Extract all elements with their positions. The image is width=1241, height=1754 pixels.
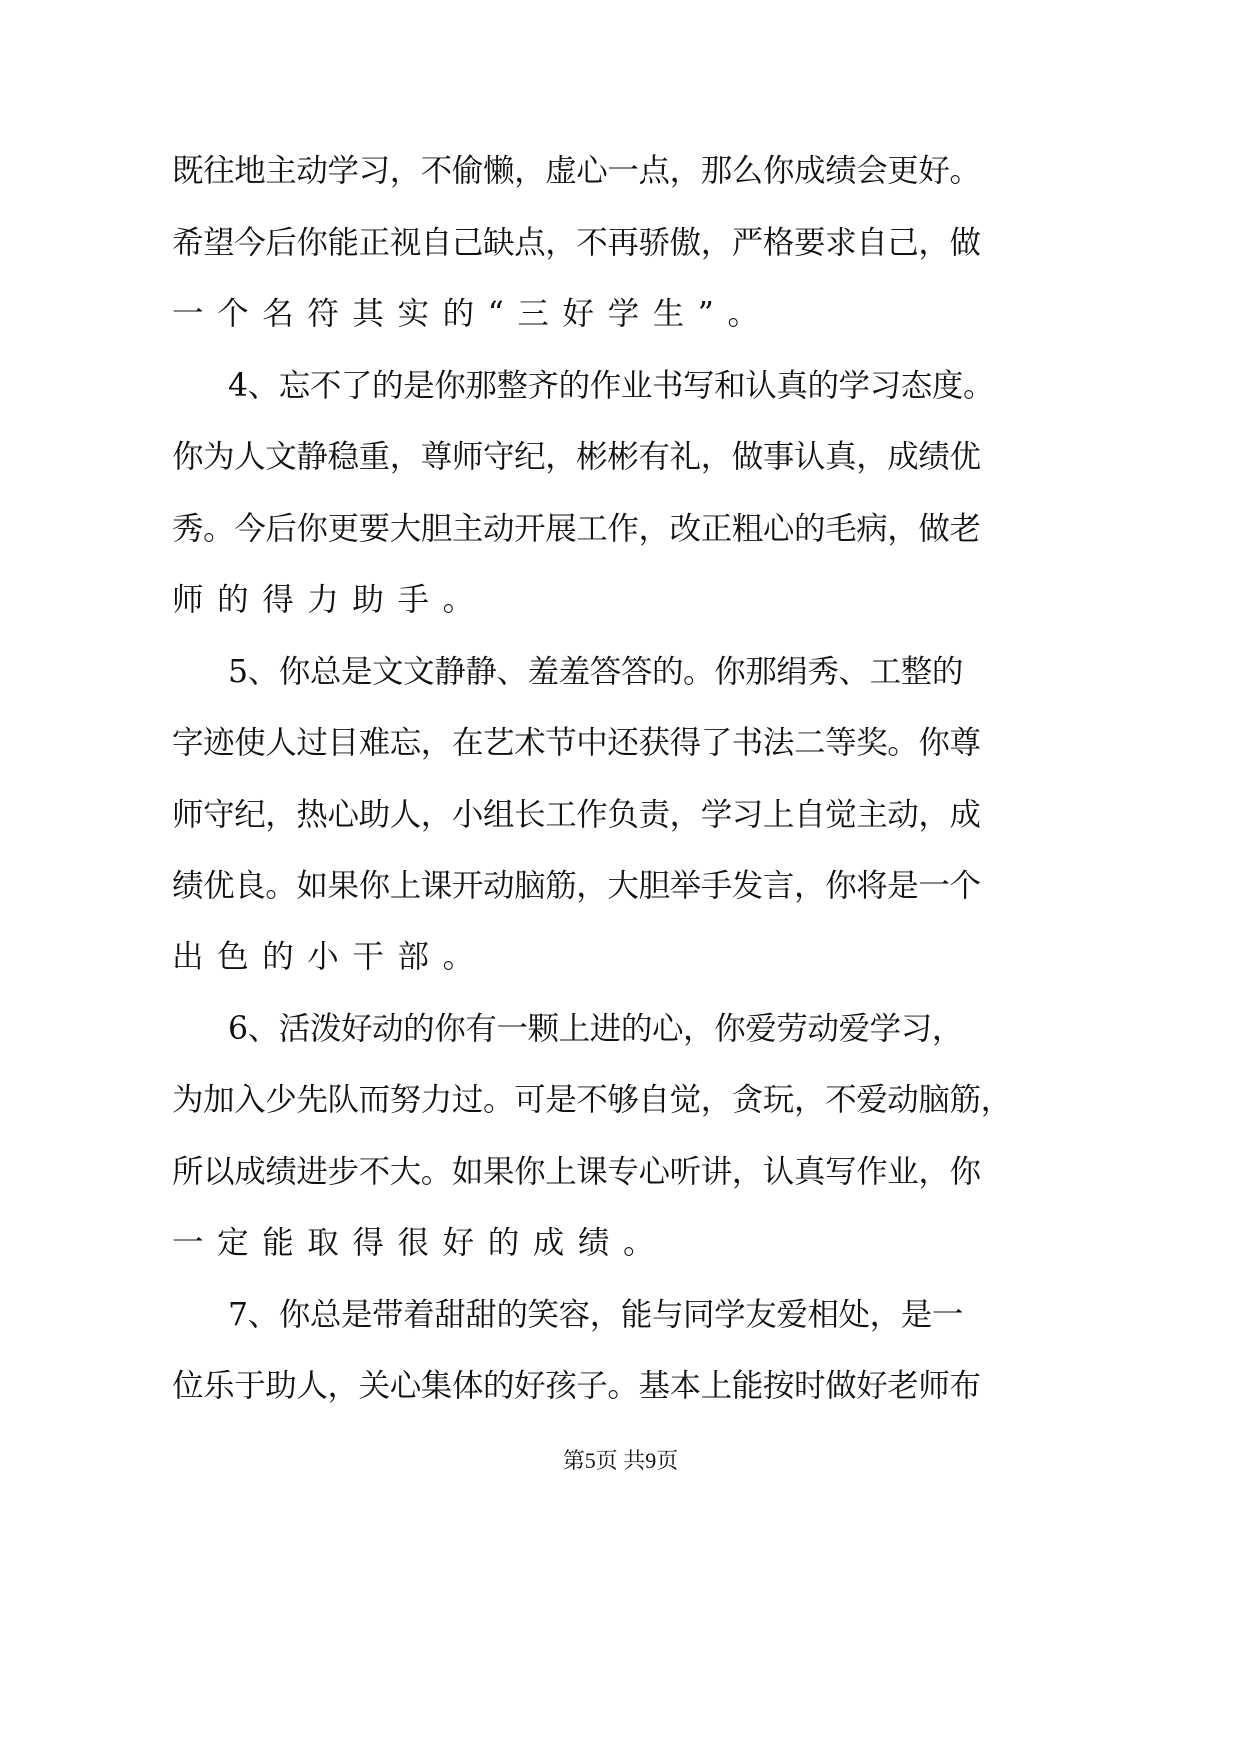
body-line: 一个名符其实的“三好学生”。 xyxy=(172,296,773,332)
body-line: 所以成绩进步不大。如果你上课专心听讲，认真写作业，你 xyxy=(172,1154,981,1190)
body-line: 师守纪，热心助人，小组长工作负责，学习上自觉主动，成 xyxy=(172,797,981,833)
body-line: 一定能取得很好的成绩。 xyxy=(172,1225,669,1261)
body-line: 字迹使人过目难忘，在艺术节中还获得了书法二等奖。你尊 xyxy=(172,725,981,761)
body-line: 位乐于助人，关心集体的好孩子。基本上能按时做好老师布 xyxy=(172,1368,981,1404)
body-line: 希望今后你能正视自己缺点，不再骄傲，严格要求自己，做 xyxy=(172,225,981,261)
body-line: 出色的小干部。 xyxy=(172,939,488,975)
page-number-footer: 第5页 共9页 xyxy=(562,1448,679,1473)
body-line: 4、忘不了的是你那整齐的作业书写和认真的学习态度。 xyxy=(228,368,995,404)
body-line: 师的得力助手。 xyxy=(172,582,488,618)
body-line: 绩优良。如果你上课开动脑筋，大胆举手发言，你将是一个 xyxy=(172,868,981,904)
body-line: 秀。今后你更要大胆主动开展工作，改正粗心的毛病，做老 xyxy=(172,511,981,547)
body-line: 既往地主动学习，不偷懒，虚心一点，那么你成绩会更好。 xyxy=(172,153,981,189)
body-line: 7、你总是带着甜甜的笑容，能与同学友爱相处，是一 xyxy=(228,1297,963,1333)
body-line: 5、你总是文文静静、羞羞答答的。你那绢秀、工整的 xyxy=(228,654,963,690)
body-line: 你为人文静稳重，尊师守纪，彬彬有礼，做事认真，成绩优 xyxy=(172,439,981,475)
body-line: 6、活泼好动的你有一颗上进的心，你爱劳动爱学习， xyxy=(228,1011,963,1047)
body-line: 为加入少先队而努力过。可是不够自觉，贪玩，不爱动脑筋， xyxy=(172,1082,1012,1118)
